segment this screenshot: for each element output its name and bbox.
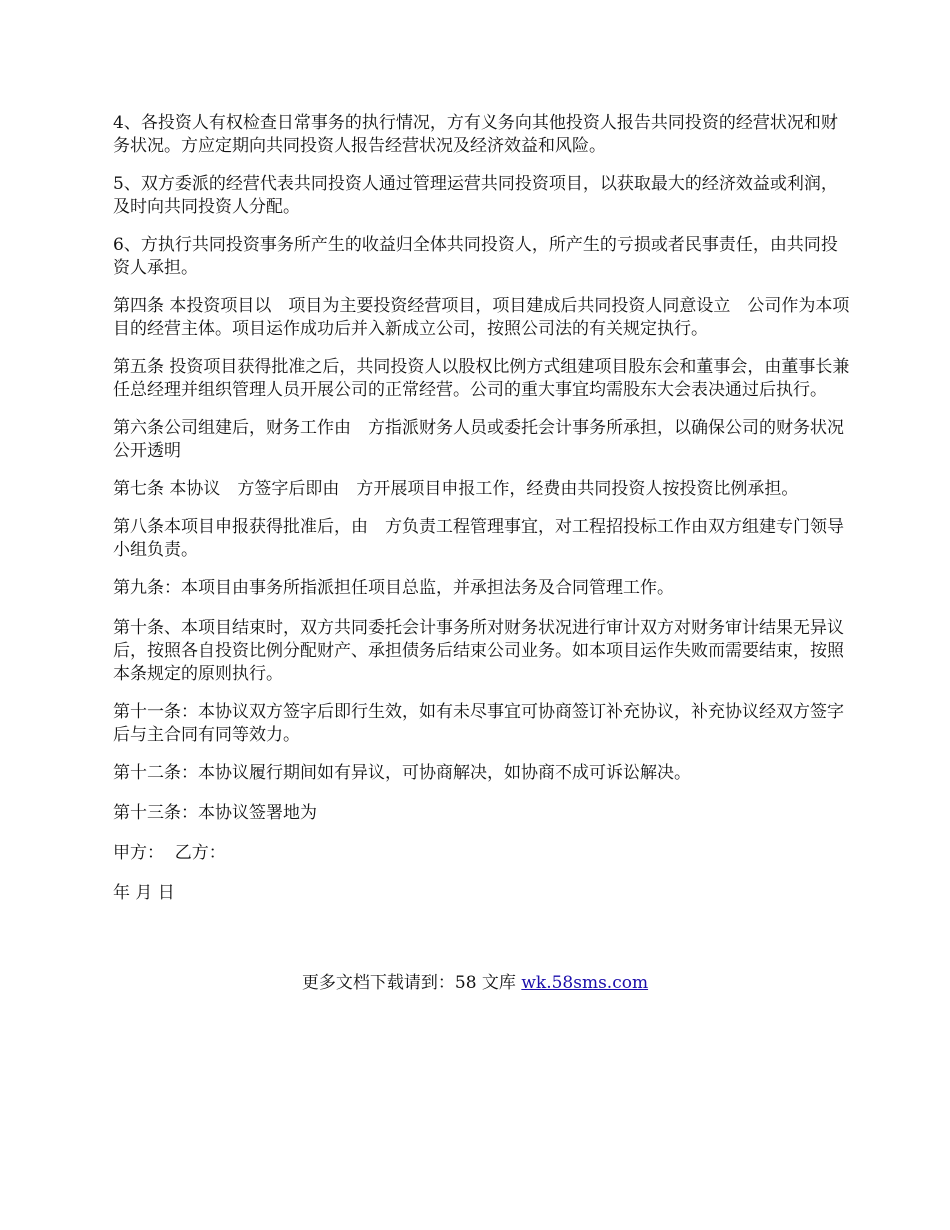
footer-link[interactable]: wk.58sms.com [521,973,649,993]
signature-parties: 甲方： 乙方： [113,843,226,863]
download-footer [0,972,950,995]
paragraph-article-11: 第十一条：本协议双方签字后即行生效，如有未尽事宜可协商签订补充协议，补充协议经双方签字后与主合同有同等效力。 [113,702,844,745]
paragraph-article-7: 第七条 本协议 方签字后即由 方开展项目申报工作，经费由共同投资人按投资比例承担。 [113,479,799,499]
paragraph-article-6: 第六条公司组建后，财务工作由 方指派财务人员或委托会计事务所承担，以确保公司的财务状况公开透明 [113,418,844,461]
paragraph-clause-5: 5、双方委派的经营代表共同投资人通过管理运营共同投资项目，以获取最大的经济效益或利润，及时向共同投资人分配。 [113,174,838,217]
document-body [113,112,853,922]
paragraph-clause-4: 4、各投资人有权检查日常事务的执行情况，方有义务向其他投资人报告共同投资的经营状况和财务状况。方应定期向共同投资人报告经营状况及经济效益和风险。 [113,113,838,156]
paragraph-article-4: 第四条 本投资项目以 项目为主要投资经营项目，项目建成后共同投资人同意设立 公司作为本项目的经营主体。项目运作成功后并入新成立公司，按照公司法的有关规定执行。 [113,296,850,339]
paragraph-article-8: 第八条本项目申报获得批准后，由 方负责工程管理事宜，对工程招投标工作由双方组建专门领导小组负责。 [113,517,844,560]
paragraph-article-9: 第九条：本项目由事务所指派担任项目总监，并承担法务及合同管理工作。 [113,578,674,598]
paragraph-article-5: 第五条 投资项目获得批准之后，共同投资人以股权比例方式组建项目股东会和董事会，由董事长兼任总经理并组织管理人员开展公司的正常经营。公司的重大事宜均需股东大会表决通过后执行。 [113,357,850,400]
paragraph-clause-6: 6、方执行共同投资事务所产生的收益归全体共同投资人，所产生的亏损或者民事责任，由共同投资人承担。 [113,235,838,278]
paragraph-article-12: 第十二条：本协议履行期间如有异议，可协商解决，如协商不成可诉讼解决。 [113,763,691,783]
footer-text: 更多文档下载请到：58 文库 [301,973,522,993]
signature-date: 年 月 日 [113,883,175,903]
paragraph-article-10: 第十条、本项目结束时，双方共同委托会计事务所对财务状况进行审计双方对财务审计结果无异议后，按照各自投资比例分配财产、承担债务后结束公司业务。如本项目运作失败而需要结束，按照本条规定的原则执行。 [113,618,844,684]
paragraph-article-13: 第十三条：本协议签署地为 [113,803,317,823]
